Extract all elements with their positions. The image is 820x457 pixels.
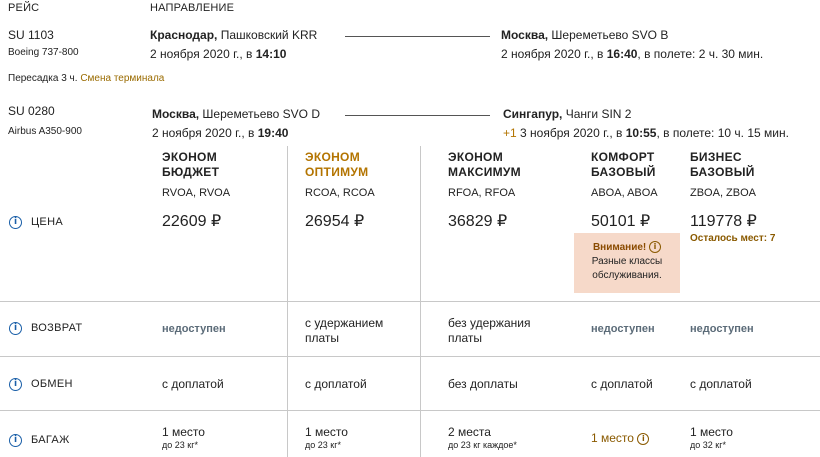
baggage-value: 1 место i [591,431,649,446]
tariff-header[interactable]: ЭКОНОМ ОПТИМУМ RCOA, RCOA [305,150,375,199]
row-label-baggage: БАГАЖ [31,434,70,446]
row-label-price: ЦЕНА [31,216,63,228]
aircraft-type: Airbus A350-900 [8,126,82,137]
warning-text: Разные классы обслуживания. [591,256,663,281]
tariff-header[interactable]: БИЗНЕС БАЗОВЫЙ ZBOA, ZBOA [690,150,757,199]
row-label-exchange: ОБМЕН [31,378,73,390]
arrival-datetime: +1 3 ноября 2020 г., в 10:55, в полете: 10 ч. 15 мин. [503,126,789,140]
direction-column-header: НАПРАВЛЕНИЕ [150,2,235,14]
info-icon[interactable]: i [9,378,22,391]
info-icon: i [649,241,661,253]
aircraft-type: Boeing 737-800 [8,47,79,58]
info-icon[interactable]: i [9,434,22,447]
exchange-value: с доплатой [591,377,653,391]
arrival-datetime: 2 ноября 2020 г., в 16:40, в полете: 2 ч. 30 мин. [501,47,764,61]
info-icon[interactable]: i [637,433,649,445]
tariff-header[interactable]: КОМФОРТ БАЗОВЫЙ ABOA, ABOA [591,150,658,199]
transfer-info: Пересадка 3 ч. Смена терминала [8,73,165,84]
service-class-warning: Внимание! i Разные классы обслуживания. [574,233,680,293]
departure-datetime: 2 ноября 2020 г., в 14:10 [150,47,287,61]
flight-number: SU 1103 [8,28,54,42]
seats-left-label: Осталось мест: 7 [690,233,776,244]
tariff-price[interactable]: 119778 ₽ [690,213,757,230]
info-icon[interactable]: i [9,322,22,335]
row-divider [0,410,820,411]
refund-value: недоступен [591,323,655,335]
departure-city: Краснодар, Пашковский KRR [150,28,318,42]
row-divider [0,301,820,302]
arrival-city: Сингапур, Чанги SIN 2 [503,107,632,121]
tariff-price[interactable]: 50101 ₽ [591,213,651,230]
tariff-price[interactable]: 36829 ₽ [448,213,508,230]
exchange-value: с доплатой [162,377,224,391]
row-divider [0,356,820,357]
baggage-value: 1 место до 32 кг* [690,425,733,450]
info-icon[interactable]: i [9,216,22,229]
arrival-city: Москва, Шереметьево SVO B [501,28,669,42]
exchange-value: с доплатой [305,377,367,391]
flight-number: SU 0280 [8,104,55,118]
baggage-value: 2 места до 23 кг каждое* [448,425,517,450]
tariff-price[interactable]: 22609 ₽ [162,213,222,230]
departure-datetime: 2 ноября 2020 г., в 19:40 [152,126,289,140]
tariff-header[interactable]: ЭКОНОМ БЮДЖЕТ RVOA, RVOA [162,150,231,199]
departure-city: Москва, Шереметьево SVO D [152,107,320,121]
refund-value: недоступен [690,323,754,335]
refund-value: с удержанием платы [305,316,384,345]
refund-value: без удержания платы [448,316,531,345]
tariff-price[interactable]: 26954 ₽ [305,213,365,230]
baggage-value: 1 место до 23 кг* [305,425,348,450]
route-line [345,115,490,116]
refund-value: недоступен [162,323,226,335]
tariff-header[interactable]: ЭКОНОМ МАКСИМУМ RFOA, RFOA [448,150,521,199]
flight-column-header: РЕЙС [8,2,40,14]
baggage-value: 1 место до 23 кг* [162,425,205,450]
route-line [345,36,490,37]
exchange-value: с доплатой [690,377,752,391]
exchange-value: без доплаты [448,377,518,391]
row-label-refund: ВОЗВРАТ [31,322,83,334]
